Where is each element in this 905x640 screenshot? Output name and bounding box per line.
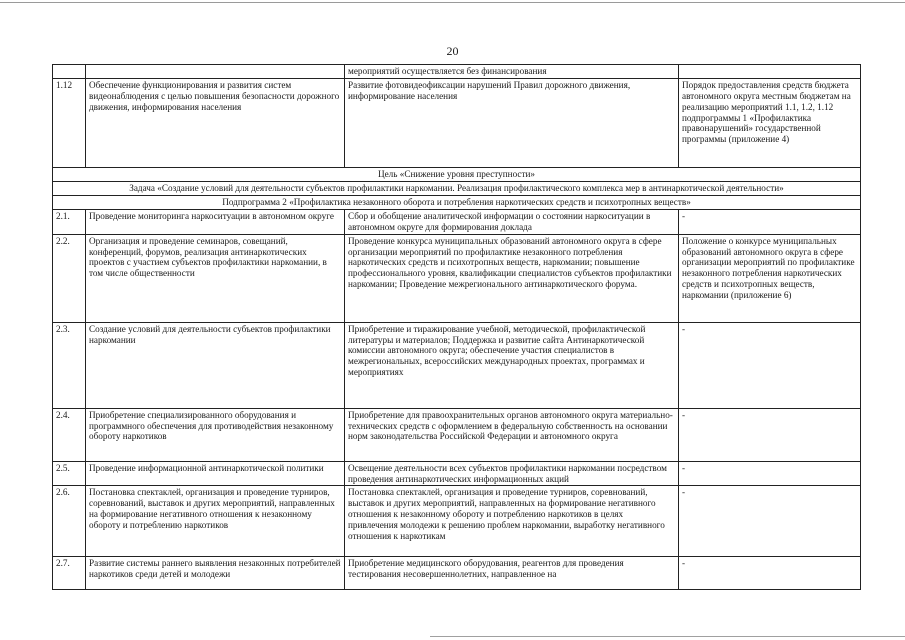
scan-top-edge xyxy=(0,2,905,3)
cell-num: 2.7. xyxy=(53,557,86,590)
cell-docs: - xyxy=(679,408,861,461)
subprogram-header-row xyxy=(53,196,861,210)
scan-bottom-edge xyxy=(430,636,905,637)
table-row xyxy=(53,322,861,408)
cell-activities: мероприятий осуществляется без финансирования xyxy=(345,65,679,79)
cell-docs xyxy=(679,65,861,79)
goal-header: Цель «Снижение уровня преступности» xyxy=(53,168,861,182)
cell-activities: Сбор и обобщение аналитической информации о состоянии наркоситуации в автономном округе для формирования доклада xyxy=(345,210,679,235)
cell-docs: - xyxy=(679,486,861,557)
table-row xyxy=(53,486,861,557)
cell-num: 2.1. xyxy=(53,210,86,235)
cell-num: 2.3. xyxy=(53,322,86,408)
cell-name: Развитие системы раннего выявления незаконных потребителей наркотиков среди детей и молодежи xyxy=(86,557,345,590)
cell-activities: Приобретение для правоохранительных органов автономного округа материально-технических средств с оформлением в федеральную собственность на основании норм законодательства Российской Федерации и автономного округа xyxy=(345,408,679,461)
table-row xyxy=(53,234,861,322)
cell-name xyxy=(86,65,345,79)
table-row xyxy=(53,408,861,461)
cell-name: Проведение информационной антинаркотической политики xyxy=(86,461,345,486)
cell-name: Постановка спектаклей, организация и проведение турниров, соревнований, выставок и других мероприятий, направленных на формирование негативного отношения к незаконному обороту и потреблению наркотиков xyxy=(86,486,345,557)
cell-num: 2.6. xyxy=(53,486,86,557)
cell-name: Обеспечение функционирования и развития систем видеонаблюдения с целью повышения безопасности дорожного движения, информирования населения xyxy=(86,79,345,168)
task-header-row xyxy=(53,182,861,196)
table-row xyxy=(53,79,861,168)
cell-name: Проведение мониторинга наркоситуации в автономном округе xyxy=(86,210,345,235)
cell-activities: Приобретение медицинского оборудования, реагентов для проведения тестирования несовершеннолетних, направленное на xyxy=(345,557,679,590)
cell-docs: Положение о конкурсе муниципальных образований автономного округа в сфере организации мероприятий по профилактике незаконного потребления наркотических средств и психотропных веществ, наркомании (приложение 6) xyxy=(679,234,861,322)
cell-num: 2.2. xyxy=(53,234,86,322)
cell-activities: Освещение деятельности всех субъектов профилактики наркомании посредством проведения антинаркотических информационных акций xyxy=(345,461,679,486)
task-header: Задача «Создание условий для деятельности субъектов профилактики наркомании. Реализация профилактического комплекса мер в антинаркотической деятельности» xyxy=(53,182,861,196)
table-row-continuation xyxy=(53,65,861,79)
table-row xyxy=(53,557,861,590)
cell-docs: - xyxy=(679,461,861,486)
cell-activities: Развитие фотовидеофиксации нарушений Правил дорожного движения, информирование населения xyxy=(345,79,679,168)
cell-docs: Порядок предоставления средств бюджета автономного округа местным бюджетам на реализацию мероприятий 1.1, 1.2, 1.12 подпрограммы 1 «Профилактика правонарушений» государственной программы (приложение 4) xyxy=(679,79,861,168)
cell-activities: Проведение конкурса муниципальных образований автономного округа в сфере организации мероприятий по профилактике незаконного потребления наркотических средств и психотропных веществ, наркомании; повышение профессионального уровня, квалификации специалистов субъектов профилактики наркомании; Проведение межрегионального антинаркотического форума. xyxy=(345,234,679,322)
cell-activities: Приобретение и тиражирование учебной, методической, профилактической литературы и материалов; Поддержка и развитие сайта Антинаркотической комиссии автономного округа; обеспечение участия специалистов в межрегиональных, всероссийских международных проектах, программах и мероприятиях xyxy=(345,322,679,408)
cell-activities: Постановка спектаклей, организация и проведение турниров, соревнований, выставок и других мероприятий, направленных на формирование негативного отношения к незаконному обороту и потреблению наркотиков в целях привлечения молодежи к решению проблем наркомании, выработку негативного отношения к наркотикам xyxy=(345,486,679,557)
cell-name: Организация и проведение семинаров, совещаний, конференций, форумов, реализация антинаркотических проектов с участием субъектов профилактики наркомании, в том числе общественности xyxy=(86,234,345,322)
cell-num: 2.5. xyxy=(53,461,86,486)
table-row xyxy=(53,461,861,486)
table-row xyxy=(53,210,861,235)
goal-header-row xyxy=(53,168,861,182)
cell-name: Создание условий для деятельности субъектов профилактики наркомании xyxy=(86,322,345,408)
cell-num: 1.12 xyxy=(53,79,86,168)
subprogram-header: Подпрограмма 2 «Профилактика незаконного оборота и потребления наркотических средств и психотропных веществ» xyxy=(53,196,861,210)
cell-docs: - xyxy=(679,210,861,235)
page-number: 20 xyxy=(446,44,459,58)
program-measures-table xyxy=(52,64,861,590)
cell-num: 2.4. xyxy=(53,408,86,461)
cell-docs: - xyxy=(679,557,861,590)
cell-name: Приобретение специализированного оборудования и программного обеспечения для противодействия незаконному обороту наркотиков xyxy=(86,408,345,461)
cell-docs: - xyxy=(679,322,861,408)
cell-num xyxy=(53,65,86,79)
